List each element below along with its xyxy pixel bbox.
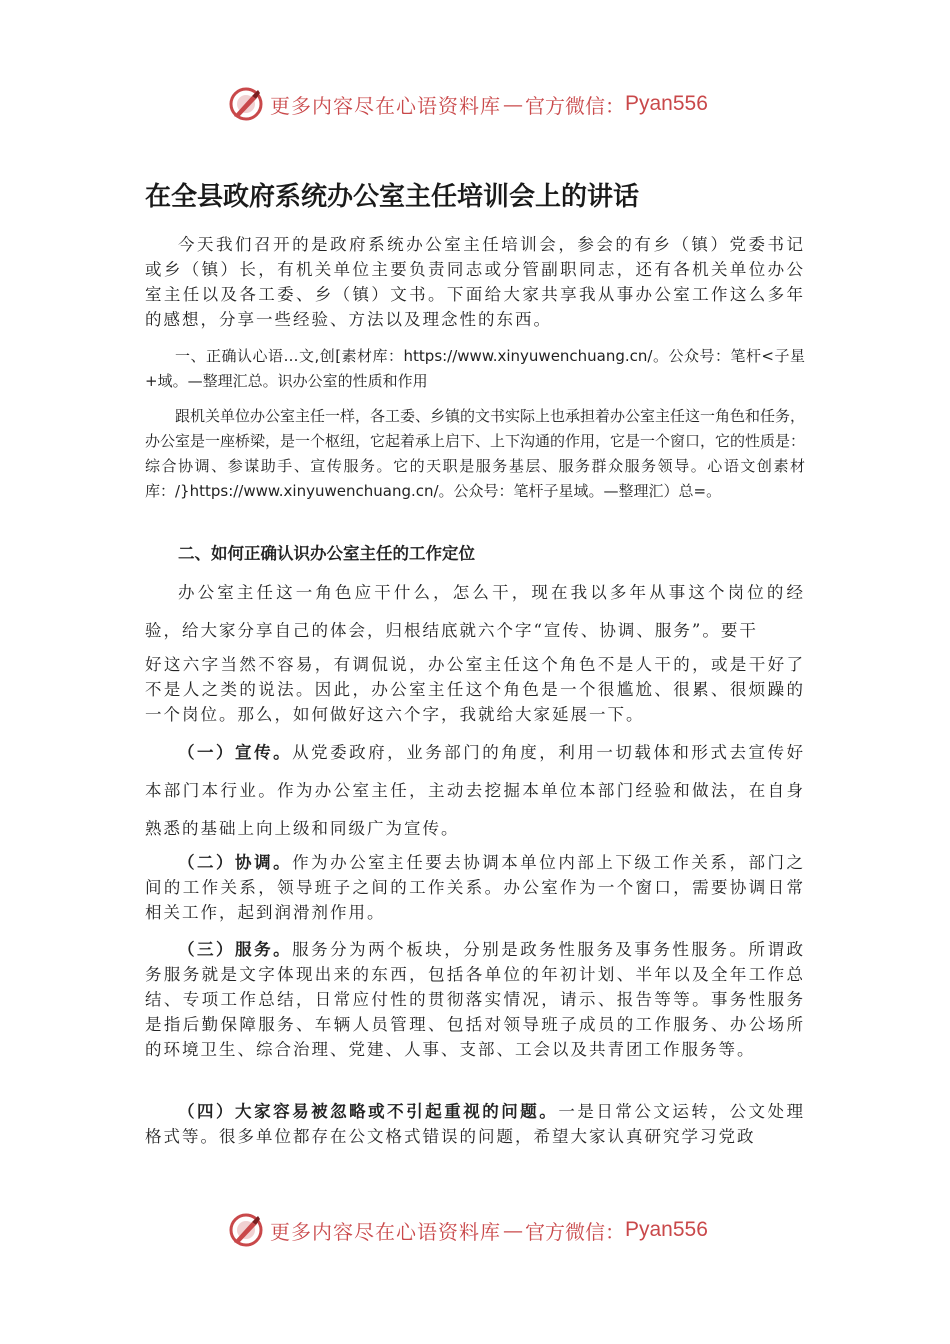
item2-block xyxy=(145,850,805,925)
item4-lead: （四）大家容易被忽略或不引起重视的问题。 xyxy=(178,1102,559,1121)
item2-lead: （二）协调。 xyxy=(178,853,293,872)
document-title: 在全县政府系统办公室主任培训会上的讲话 xyxy=(145,182,640,212)
item2-body: 作为办公室主任要去协调本单位内部上下级工作关系，部门之间的工作关系，领导班子之间的工作关系。办公室作为一个窗口，需要协调日常相关工作，起到润滑剂作用。 xyxy=(145,853,805,922)
item3-block xyxy=(145,937,805,1062)
item1-lead: （一）宣传。 xyxy=(178,743,293,762)
banner-text: 更多内容尽在心语资料库 xyxy=(270,1219,501,1244)
item4-paragraph xyxy=(145,1099,805,1149)
banner-wechat-id: Pyan556 xyxy=(625,1218,708,1241)
item3-lead: （三）服务。 xyxy=(178,940,293,959)
section2-heading-block xyxy=(145,541,805,567)
section1-block xyxy=(145,344,805,394)
item2-paragraph xyxy=(145,850,805,925)
section2-body2: 好这六字当然不容易，有调侃说，办公室主任这个角色不是人干的，或是干好了不是人之类的说法。因此，办公室主任这个角色是一个很尴尬、很累、很烦躁的一个岗位。那么，如何做好这六个字，我就给大家延展一下。 xyxy=(145,655,805,724)
paragraph-intro: 今天我们召开的是政府系统办公室主任培训会，参会的有乡（镇）党委书记或乡（镇）长，有机关单位主要负责同志或分管副职同志，还有各机关单位办公室主任以及各工委、乡（镇）文书。下面给大家共享我从事办公室工作这么多年的感想，分享一些经验、方法以及理念性的东西。 xyxy=(145,235,805,329)
section2-heading: 二、如何正确认识办公室主任的工作定位 xyxy=(178,544,475,563)
banner-wechat-label: 官方微信： xyxy=(525,93,625,118)
section2-body2-block xyxy=(145,652,805,727)
item1-paragraph xyxy=(145,734,805,848)
item3-paragraph xyxy=(145,937,805,1062)
item1-block xyxy=(145,734,805,848)
item4-block xyxy=(145,1099,805,1149)
pen-logo-icon xyxy=(228,1212,264,1248)
section2-body-block xyxy=(145,574,805,650)
item3-body: 服务分为两个板块，分别是政务性服务及事务性服务。所谓政务服务就是文字体现出来的东西，包括各单位的年初计划、半年以及全年工作总结、专项工作总结，日常应付性的贯彻落实情况，请示、报告等等。事务性服务是指后勤保障服务、车辆人员管理、包括对领导班子成员的工作服务、办公场所的环境卫生、综合治理、党建、人事、支部、工会以及共青团工作服务等。 xyxy=(145,940,805,1059)
banner-wechat-label: 官方微信： xyxy=(525,1219,625,1244)
banner-separator: — xyxy=(503,92,523,116)
footer-banner xyxy=(228,1210,748,1250)
intro-block xyxy=(145,232,805,332)
section1-body: 跟机关单位办公室主任一样，各工委、乡镇的文书实际上也承担着办公室主任这一角色和任务，办公室是一座桥梁，是一个枢纽，它起着承上启下、上下沟通的作用，它是一个窗口，它的性质是：综合协调、参谋助手、宣传服务。它的天职是服务基层、服务群众服务领导。心语文创素材库：/}https://www.xinyuwenchuang.cn/。公众号：笔杆子星域。—整理汇）总=。 xyxy=(145,407,806,500)
banner-text: 更多内容尽在心语资料库 xyxy=(270,93,501,118)
banner-separator: — xyxy=(503,1218,523,1242)
section2-body1: 办公室主任这一角色应干什么，怎么干，现在我以多年从事这个岗位的经验，给大家分享自己的体会，归根结底就六个字“宣传、协调、服务”。要干 xyxy=(145,583,805,640)
section1-heading: 一、正确认心语…文,创[素材库：https://www.xinyuwenchuang.cn/。公众号：笔杆<子星+域。—整理汇总。识办公室的性质和作用 xyxy=(145,347,805,390)
header-banner xyxy=(228,84,748,124)
item4-body: 一是日常公文运转，公文处理格式等。很多单位都存在公文格式错误的问题，希望大家认真研究学习党政 xyxy=(145,1102,805,1146)
banner-wechat-id: Pyan556 xyxy=(625,92,708,115)
pen-logo-icon xyxy=(228,86,264,122)
section1-body-block xyxy=(145,404,805,504)
item1-body: 从党委政府，业务部门的角度，利用一切载体和形式去宣传好本部门本行业。作为办公室主任，主动去挖掘本单位本部门经验和做法，在自身熟悉的基础上向上级和同级广为宣传。 xyxy=(145,743,805,838)
